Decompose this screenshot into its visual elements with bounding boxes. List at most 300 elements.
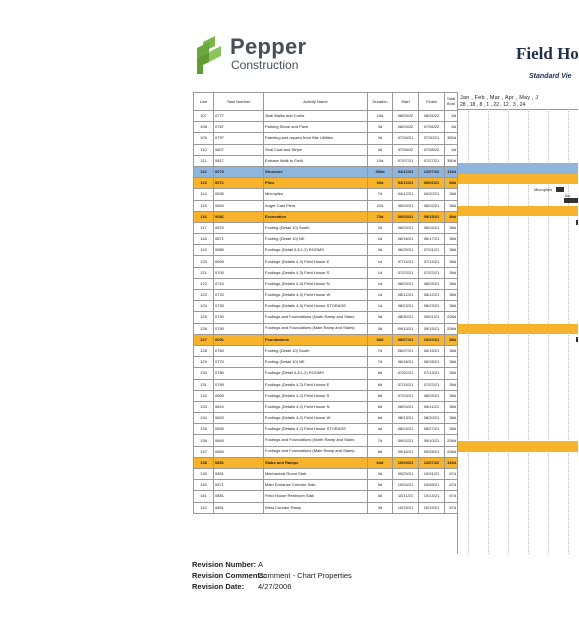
column-header: Duration bbox=[368, 93, 393, 111]
cell-start: 05/03/21 bbox=[393, 200, 419, 211]
cell-start: 04/12/21 bbox=[393, 178, 419, 189]
cell-task: 0891 bbox=[214, 502, 264, 513]
cell-dur: 84d bbox=[368, 457, 393, 468]
cell-task: 0777 bbox=[214, 111, 264, 122]
cell-finish: 10/14/21 bbox=[419, 491, 445, 502]
cell-line: 116 bbox=[194, 211, 214, 222]
cell-float: 67d bbox=[445, 502, 458, 513]
table-row bbox=[194, 446, 458, 457]
cell-dur: 1d bbox=[368, 290, 393, 301]
cell-float: 38d bbox=[445, 211, 458, 222]
cell-finish: 09/28/21 bbox=[419, 446, 445, 457]
table-row bbox=[194, 133, 458, 144]
table-row bbox=[194, 122, 458, 133]
gantt-timeline bbox=[457, 92, 578, 554]
cell-dur: 3d bbox=[368, 469, 393, 480]
cell-line: 114 bbox=[194, 189, 214, 200]
cell-finish: 06/17/21 bbox=[419, 234, 445, 245]
cell-dur: 3d bbox=[368, 122, 393, 133]
cell-task: 0810 bbox=[214, 401, 264, 412]
cell-start: 09/29/21 bbox=[393, 469, 419, 480]
timeline-summary-band bbox=[458, 174, 578, 185]
cell-float: 38d bbox=[445, 290, 458, 301]
cell-task: 0840 bbox=[214, 200, 264, 211]
cell-float: 38d bbox=[445, 390, 458, 401]
cell-dur: 1d bbox=[368, 267, 393, 278]
cell-float: 38d bbox=[445, 401, 458, 412]
brand-name: Pepper bbox=[230, 34, 307, 59]
cell-finish: 07/01/21 bbox=[419, 245, 445, 256]
cell-line: 133 bbox=[194, 401, 214, 412]
table-row bbox=[194, 222, 458, 233]
cell-start: 07/02/21 bbox=[393, 368, 419, 379]
table-row bbox=[194, 480, 458, 491]
document-subtitle: Standard Vie bbox=[529, 73, 572, 80]
cell-float: 38d bbox=[445, 334, 458, 345]
cell-name: Footings and Foundations (Main Ramp and Stairs) bbox=[264, 323, 368, 334]
table-row bbox=[194, 401, 458, 412]
cell-task: 0700 bbox=[214, 267, 264, 278]
table-row bbox=[194, 290, 458, 301]
cell-start: 07/26/21 bbox=[393, 133, 419, 144]
cell-finish: 08/27/21 bbox=[419, 424, 445, 435]
cell-task: 0830 bbox=[214, 189, 264, 200]
cell-task: 0871 bbox=[214, 234, 264, 245]
cell-task: 0740 bbox=[214, 312, 264, 323]
cell-float: 6d bbox=[445, 111, 458, 122]
table-row bbox=[194, 301, 458, 312]
cell-line: 111 bbox=[194, 155, 214, 166]
cell-task: 0820 bbox=[214, 413, 264, 424]
cell-dur: 7d bbox=[368, 357, 393, 368]
cell-finish: 07/13/21 bbox=[419, 368, 445, 379]
cell-line: 137 bbox=[194, 446, 214, 457]
table-row bbox=[194, 200, 458, 211]
cell-name: Footing (Detail 10) NE bbox=[264, 234, 368, 245]
table-row bbox=[194, 234, 458, 245]
table-row bbox=[194, 357, 458, 368]
cell-task: 0817 bbox=[214, 155, 264, 166]
cell-start: 08/12/21 bbox=[393, 290, 419, 301]
cell-dur: 73d bbox=[368, 211, 393, 222]
revision-date-value: 4/27/2006 bbox=[258, 582, 292, 591]
table-row bbox=[194, 245, 458, 256]
cell-start: 06/18/21 bbox=[393, 357, 419, 368]
cell-finish: 08/26/22 bbox=[419, 111, 445, 122]
cell-line: 124 bbox=[194, 301, 214, 312]
cell-task: 0767 bbox=[214, 122, 264, 133]
gantt-bar-footing-south-foundations bbox=[576, 337, 578, 342]
cell-start: 06/07/21 bbox=[393, 345, 419, 356]
cell-float: 38d bbox=[445, 424, 458, 435]
cell-float: 208d bbox=[445, 446, 458, 457]
cell-task: 0730 bbox=[214, 301, 264, 312]
cell-float: 116d bbox=[445, 166, 458, 177]
cell-line: 119 bbox=[194, 245, 214, 256]
cell-dur: 1d bbox=[368, 301, 393, 312]
cell-line: 126 bbox=[194, 323, 214, 334]
cell-float: 38d bbox=[445, 413, 458, 424]
cell-name: Footings and Foundations (Main Ramp and Stairs) bbox=[264, 446, 368, 457]
cell-finish: 10/20/21 bbox=[419, 334, 445, 345]
cell-start: 07/23/21 bbox=[393, 390, 419, 401]
table-row bbox=[194, 368, 458, 379]
cell-start: 09/02/21 bbox=[393, 435, 419, 446]
cell-name: Main Entrance Corridor Slab bbox=[264, 480, 368, 491]
cell-dur: 5d bbox=[368, 480, 393, 491]
cell-start: 08/29/22 bbox=[393, 122, 419, 133]
cell-start: 08/23/21 bbox=[393, 301, 419, 312]
cell-finish: 08/03/21 bbox=[419, 390, 445, 401]
cell-dur: 10d bbox=[368, 155, 393, 166]
cell-finish: 12/07/22 bbox=[419, 457, 445, 468]
cell-line: 117 bbox=[194, 222, 214, 233]
gantt-bar-auger-cast-piers bbox=[564, 198, 578, 203]
timeline-summary-band bbox=[458, 441, 578, 452]
cell-dur: 1d bbox=[368, 278, 393, 289]
cell-float: 116d bbox=[445, 457, 458, 468]
cell-name: Footings (Detail 6,8,1,2) ROOMS bbox=[264, 368, 368, 379]
table-row bbox=[194, 390, 458, 401]
cell-name: Footing (Detail 10) South bbox=[264, 345, 368, 356]
timeline-summary-band bbox=[458, 163, 578, 174]
cell-float: 38d bbox=[445, 379, 458, 390]
cell-line: 112 bbox=[194, 166, 214, 177]
cell-float: 38d bbox=[445, 368, 458, 379]
cell-line: 136 bbox=[194, 435, 214, 446]
cell-task: 0081 bbox=[214, 211, 264, 222]
cell-dur: 3d bbox=[368, 144, 393, 155]
cell-task: 0780 bbox=[214, 368, 264, 379]
cell-line: 141 bbox=[194, 491, 214, 502]
cell-start: 08/30/21 bbox=[393, 312, 419, 323]
cell-name: Footings (Details 4,2) Field House W bbox=[264, 413, 368, 424]
column-header: Total float bbox=[445, 93, 458, 111]
timeline-weeks: 28 , 18 , 8 , 1 , 22 , 12 , 3 , 24 bbox=[460, 102, 526, 108]
gantt-bar-micropiles bbox=[556, 187, 564, 192]
cell-start: 08/04/21 bbox=[393, 401, 419, 412]
cell-float: 38d bbox=[445, 256, 458, 267]
cell-task: 0870 bbox=[214, 222, 264, 233]
cell-line: 131 bbox=[194, 379, 214, 390]
revision-date-label: Revision Date: bbox=[192, 582, 245, 591]
cell-name: Excavation bbox=[264, 211, 368, 222]
table-row bbox=[194, 379, 458, 390]
cell-name: West Corridor Ramp bbox=[264, 502, 368, 513]
cell-start: 06/03/21 bbox=[393, 222, 419, 233]
cell-dur: 4d bbox=[368, 424, 393, 435]
cell-dur: 8d bbox=[368, 446, 393, 457]
cell-line: 108 bbox=[194, 122, 214, 133]
cell-finish: 10/08/21 bbox=[419, 480, 445, 491]
cell-finish: 06/02/21 bbox=[419, 178, 445, 189]
cell-dur: 2d bbox=[368, 234, 393, 245]
cell-float: 6d bbox=[445, 144, 458, 155]
cell-line: 110 bbox=[194, 144, 214, 155]
cell-line: 139 bbox=[194, 469, 214, 480]
cell-task: 0789 bbox=[214, 379, 264, 390]
cell-line: 109 bbox=[194, 133, 214, 144]
cell-task: 0070 bbox=[214, 166, 264, 177]
cell-finish: 09/15/21 bbox=[419, 323, 445, 334]
cell-start: 09/16/21 bbox=[393, 446, 419, 457]
cell-name: Field House Restroom Slab bbox=[264, 491, 368, 502]
revision-comments-value: Comment - Chart Properties bbox=[258, 571, 352, 580]
cell-finish: 10/01/21 bbox=[419, 469, 445, 480]
cell-task: 0840 bbox=[214, 435, 264, 446]
cell-line: 142 bbox=[194, 502, 214, 513]
cell-float: 38d bbox=[445, 267, 458, 278]
cell-task: 0091 bbox=[214, 334, 264, 345]
cell-finish: 08/12/21 bbox=[419, 290, 445, 301]
timeline-summary-band bbox=[458, 206, 578, 217]
cell-task: 0797 bbox=[214, 133, 264, 144]
cell-name: Side Walks and Curbs bbox=[264, 111, 368, 122]
cell-finish: 06/02/21 bbox=[419, 200, 445, 211]
cell-start: 08/24/21 bbox=[393, 424, 419, 435]
cell-float: 6d bbox=[445, 122, 458, 133]
cell-dur: 6d bbox=[368, 379, 393, 390]
cell-dur: 8d bbox=[368, 368, 393, 379]
cell-line: 140 bbox=[194, 480, 214, 491]
cell-dur: 7d bbox=[368, 345, 393, 356]
cell-task: 0807 bbox=[214, 144, 264, 155]
cell-name: Structure bbox=[264, 166, 368, 177]
cell-name: Footings (Details 4,2) Field House E bbox=[264, 379, 368, 390]
table-header-row bbox=[194, 93, 458, 111]
company-logo bbox=[193, 36, 323, 76]
timeline-summary-band bbox=[458, 324, 578, 335]
cell-name: Mechanical Room Slab bbox=[264, 469, 368, 480]
cell-line: 128 bbox=[194, 345, 214, 356]
cell-task: 0871 bbox=[214, 480, 264, 491]
cell-dur: 6d bbox=[368, 413, 393, 424]
table-row bbox=[194, 178, 458, 189]
cell-task: 0851 bbox=[214, 457, 264, 468]
cell-start: 04/12/21 bbox=[393, 189, 419, 200]
cell-name: Piles bbox=[264, 178, 368, 189]
cell-name: Footings (Details 4,3) Field House N bbox=[264, 278, 368, 289]
cell-finish: 06/28/21 bbox=[419, 357, 445, 368]
cell-finish: 07/27/21 bbox=[419, 155, 445, 166]
cell-dur: 3d bbox=[368, 323, 393, 334]
cell-task: 0861 bbox=[214, 469, 264, 480]
cell-start: 08/09/22 bbox=[393, 111, 419, 122]
pepper-logo-icon bbox=[193, 36, 227, 74]
cell-float: 38d bbox=[445, 357, 458, 368]
cell-task: 0071 bbox=[214, 178, 264, 189]
cell-name: Footings (Details 4,3) Field House W bbox=[264, 290, 368, 301]
cell-finish: 08/20/21 bbox=[419, 413, 445, 424]
cell-name: Slabs and Ramps bbox=[264, 457, 368, 468]
cell-float: 38d bbox=[445, 345, 458, 356]
cell-start: 10/11/21 bbox=[393, 491, 419, 502]
cell-task: 0720 bbox=[214, 290, 264, 301]
cell-line: 129 bbox=[194, 357, 214, 368]
cell-line: 122 bbox=[194, 278, 214, 289]
cell-dur: 390d bbox=[368, 166, 393, 177]
table-row bbox=[194, 345, 458, 356]
cell-name: Footings (Details 4,3) Field House STORAGE bbox=[264, 301, 368, 312]
cell-finish: 08/03/21 bbox=[419, 278, 445, 289]
gantt-bar-label: Micropiles bbox=[534, 187, 553, 193]
cell-start: 08/13/21 bbox=[393, 413, 419, 424]
cell-name: Entrace Walk to Field bbox=[264, 155, 368, 166]
cell-finish: 07/22/21 bbox=[419, 379, 445, 390]
cell-start: 10/29/21 bbox=[393, 457, 419, 468]
table-row bbox=[194, 155, 458, 166]
timeline-header bbox=[458, 92, 578, 110]
table-row bbox=[194, 189, 458, 200]
cell-dur: 83d bbox=[368, 334, 393, 345]
cell-start: 09/13/21 bbox=[393, 323, 419, 334]
cell-task: 0800 bbox=[214, 390, 264, 401]
cell-float: 67d bbox=[445, 491, 458, 502]
cell-finish: 09/10/21 bbox=[419, 435, 445, 446]
cell-name: Footings (Details 4,2) Field House N bbox=[264, 401, 368, 412]
cell-name: Micropiles bbox=[264, 189, 368, 200]
document-title: Field Ho bbox=[516, 44, 579, 63]
cell-float: 38d bbox=[445, 178, 458, 189]
cell-task: 0760 bbox=[214, 345, 264, 356]
column-header: Start bbox=[393, 93, 419, 111]
cell-name: Patching and repairs from Site Utilities bbox=[264, 133, 368, 144]
cell-finish: 10/19/21 bbox=[419, 502, 445, 513]
cell-dur: 4d bbox=[368, 491, 393, 502]
revision-number-label: Revision Number: bbox=[192, 560, 257, 569]
table-row bbox=[194, 435, 458, 446]
table-row bbox=[194, 424, 458, 435]
cell-task: 0750 bbox=[214, 323, 264, 334]
cell-finish: 04/20/21 bbox=[419, 189, 445, 200]
cell-finish: 07/08/22 bbox=[419, 144, 445, 155]
cell-name: Footings (Details 4,2) Field House STORAGE bbox=[264, 424, 368, 435]
cell-name: Footings (Detail 6,8,1,2) ROOMS bbox=[264, 245, 368, 256]
cell-dur: 22d bbox=[368, 200, 393, 211]
table-row bbox=[194, 334, 458, 345]
cell-start: 07/14/21 bbox=[393, 256, 419, 267]
cell-start: 06/07/21 bbox=[393, 334, 419, 345]
cell-float: 38d bbox=[445, 245, 458, 256]
cell-finish: 08/23/21 bbox=[419, 301, 445, 312]
cell-dur: 7d bbox=[368, 189, 393, 200]
cell-float: 350d bbox=[445, 133, 458, 144]
cell-dur: 3d bbox=[368, 502, 393, 513]
revision-number-value: A bbox=[258, 560, 264, 569]
cell-start: 04/12/21 bbox=[393, 166, 419, 177]
cell-dur: 2d bbox=[368, 222, 393, 233]
cell-name: Footings (Details 4,3) Field House E bbox=[264, 256, 368, 267]
cell-line: 130 bbox=[194, 368, 214, 379]
cell-float: 38d bbox=[445, 189, 458, 200]
cell-name: Auger Cast Piers bbox=[264, 200, 368, 211]
cell-dur: 7d bbox=[368, 435, 393, 446]
schedule-sheet bbox=[193, 92, 573, 554]
table-row bbox=[194, 166, 458, 177]
cell-float: 67d bbox=[445, 469, 458, 480]
cell-start: 07/07/21 bbox=[393, 155, 419, 166]
cell-line: 120 bbox=[194, 256, 214, 267]
cell-name: Seal Coat and Stripe bbox=[264, 144, 368, 155]
cell-float: 38d bbox=[445, 222, 458, 233]
cell-name: Footing (Detail 10) South bbox=[264, 222, 368, 233]
cell-finish: 09/15/21 bbox=[419, 211, 445, 222]
table-row bbox=[194, 144, 458, 155]
revision-date bbox=[192, 582, 291, 591]
schedule-table bbox=[193, 92, 458, 514]
cell-line: 118 bbox=[194, 234, 214, 245]
cell-start: 07/22/21 bbox=[393, 267, 419, 278]
cell-float: 38d bbox=[445, 234, 458, 245]
cell-line: 107 bbox=[194, 111, 214, 122]
table-row bbox=[194, 267, 458, 278]
cell-dur: 3d bbox=[368, 133, 393, 144]
cell-start: 07/06/22 bbox=[393, 144, 419, 155]
cell-name: Parking Stone and Pave bbox=[264, 122, 368, 133]
cell-name: Footing (Detail 10) NE bbox=[264, 357, 368, 368]
table-row bbox=[194, 491, 458, 502]
cell-line: 134 bbox=[194, 413, 214, 424]
cell-dur: 15d bbox=[368, 111, 393, 122]
gantt-bar-label: Au bbox=[565, 193, 570, 199]
cell-task: 0850 bbox=[214, 446, 264, 457]
cell-line: 121 bbox=[194, 267, 214, 278]
cell-name: Footings (Details 4,3) Field House S bbox=[264, 267, 368, 278]
table-row bbox=[194, 111, 458, 122]
cell-finish: 07/14/21 bbox=[419, 256, 445, 267]
cell-start: 10/04/21 bbox=[393, 480, 419, 491]
column-header: Task Number bbox=[214, 93, 264, 111]
cell-float: 208d bbox=[445, 435, 458, 446]
cell-dur: 3d bbox=[368, 312, 393, 323]
cell-finish: 08/11/21 bbox=[419, 401, 445, 412]
cell-finish: 06/15/21 bbox=[419, 345, 445, 356]
cell-finish: 07/06/22 bbox=[419, 122, 445, 133]
cell-finish: 07/22/21 bbox=[419, 267, 445, 278]
table-row bbox=[194, 457, 458, 468]
table-row bbox=[194, 413, 458, 424]
cell-name: Footings and Foundations (North Ramp and Stairs bbox=[264, 435, 368, 446]
cell-dur: 8d bbox=[368, 401, 393, 412]
table-row bbox=[194, 502, 458, 513]
cell-float: 208d bbox=[445, 323, 458, 334]
table-row bbox=[194, 278, 458, 289]
cell-name: Footings and Foundations (North Ramp and Stairs bbox=[264, 312, 368, 323]
revision-comments bbox=[192, 571, 352, 580]
column-header: Activity Name bbox=[264, 93, 368, 111]
cell-task: 0770 bbox=[214, 357, 264, 368]
table-row bbox=[194, 323, 458, 334]
cell-line: 135 bbox=[194, 424, 214, 435]
cell-task: 0830 bbox=[214, 424, 264, 435]
cell-start: 10/15/21 bbox=[393, 502, 419, 513]
cell-float: 38d bbox=[445, 200, 458, 211]
cell-dur: 30d bbox=[368, 178, 393, 189]
cell-dur: 1d bbox=[368, 256, 393, 267]
cell-name: Footings (Details 4,2) Field House S bbox=[264, 390, 368, 401]
cell-start: 07/15/21 bbox=[393, 379, 419, 390]
table-row bbox=[194, 211, 458, 222]
table-row bbox=[194, 312, 458, 323]
cell-line: 115 bbox=[194, 200, 214, 211]
column-header: Line bbox=[194, 93, 214, 111]
cell-task: 0880 bbox=[214, 245, 264, 256]
cell-name: Foundations bbox=[264, 334, 368, 345]
cell-task: 0690 bbox=[214, 256, 264, 267]
table-row bbox=[194, 469, 458, 480]
cell-start: 06/03/21 bbox=[393, 211, 419, 222]
revision-comments-label: Revision Comments: bbox=[192, 571, 267, 580]
